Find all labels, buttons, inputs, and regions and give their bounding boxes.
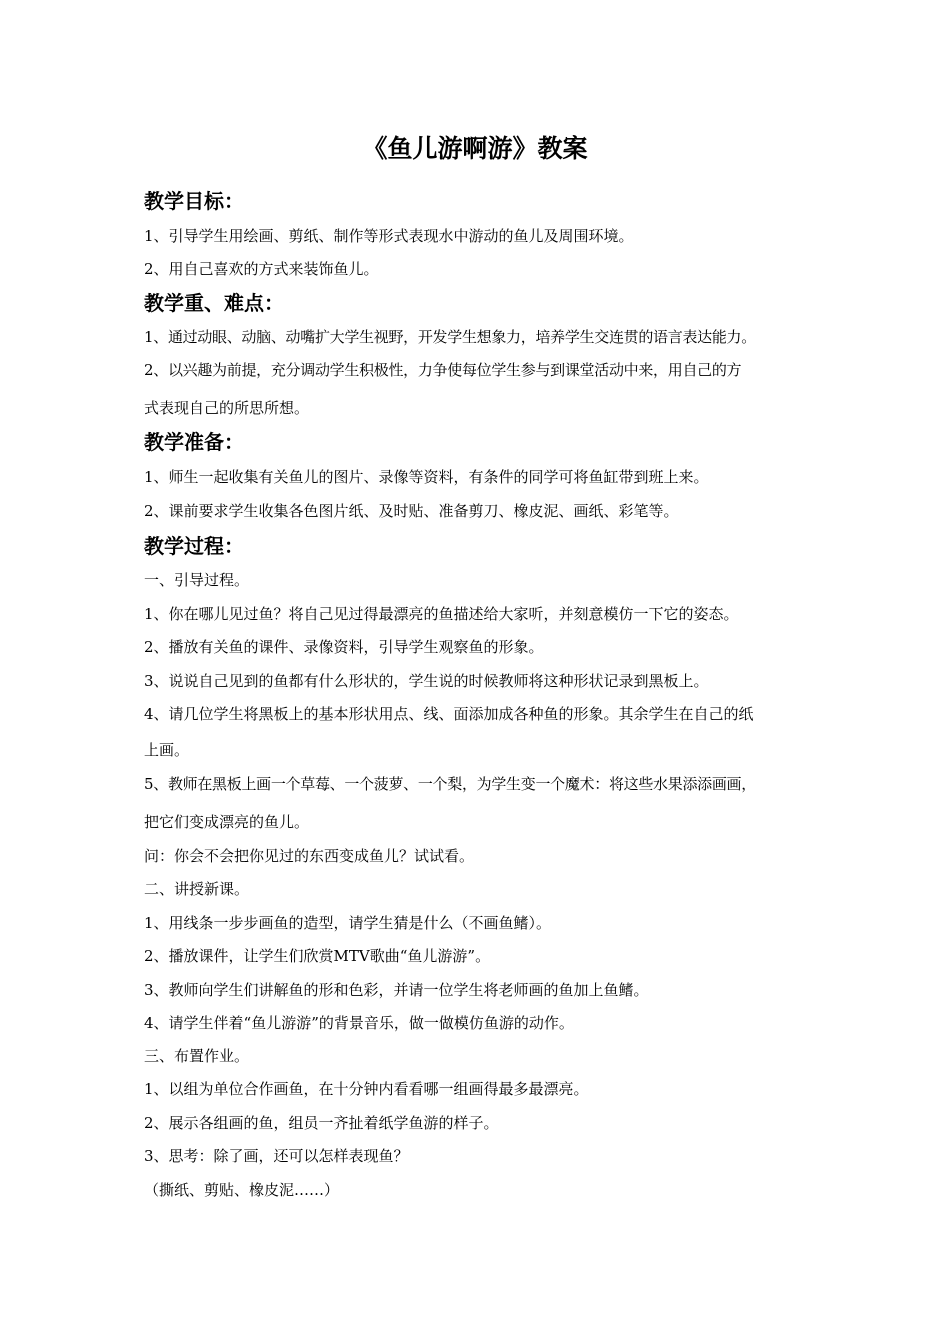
- preparation-item: 1、师生一起收集有关鱼儿的图片、录像等资料，有条件的同学可将鱼缸带到班上来。: [144, 468, 709, 486]
- process-line: 1、用线条一步步画鱼的造型，请学生猜是什么（不画鱼鳍）。: [144, 914, 552, 932]
- process-line: 3、说说自己见到的鱼都有什么形状的，学生说的时候教师将这种形状记录到黑板上。: [144, 672, 709, 690]
- process-line: 三、布置作业。: [144, 1047, 250, 1065]
- process-line: 一、引导过程。: [144, 571, 250, 589]
- process-line: 3、思考：除了画，还可以怎样表现鱼？: [144, 1147, 409, 1165]
- process-line: 上画。: [144, 741, 190, 759]
- key-points-item: 1、通过动眼、动脑、动嘴扩大学生视野，开发学生想象力，培养学生交连贯的语言表达能力。: [144, 328, 756, 346]
- process-line: 1、你在哪儿见过鱼？将自己见过得最漂亮的鱼描述给大家听，并刻意模仿一下它的姿态。: [144, 605, 739, 623]
- preparation-item: 2、课前要求学生收集各色图片纸、及时贴、准备剪刀、橡皮泥、画纸、彩笔等。: [144, 502, 679, 520]
- process-line: 二、讲授新课。: [144, 880, 250, 898]
- process-heading: 教学过程：: [144, 534, 244, 558]
- process-line: 把它们变成漂亮的鱼儿。: [144, 813, 310, 831]
- objectives-item: 2、用自己喜欢的方式来装饰鱼儿。: [144, 260, 379, 278]
- objectives-heading: 教学目标：: [144, 189, 244, 213]
- key-points-item: 2、以兴趣为前提，充分调动学生积极性，力争使每位学生参与到课堂活动中来，用自己的方: [144, 361, 742, 379]
- process-line: 问：你会不会把你见过的东西变成鱼儿？试试看。: [144, 847, 475, 865]
- process-line: 4、请学生伴着“鱼儿游游”的背景音乐，做一做模仿鱼游的动作。: [144, 1014, 574, 1032]
- process-line: 2、展示各组画的鱼，组员一齐扯着纸学鱼游的样子。: [144, 1114, 499, 1132]
- process-line: 4、请几位学生将黑板上的基本形状用点、线、面添加成各种鱼的形象。其余学生在自己的纸: [144, 705, 754, 723]
- process-line: 2、播放课件，让学生们欣赏MTV歌曲“鱼儿游游”。: [144, 947, 491, 965]
- key-points-item: 式表现自己的所思所想。: [144, 399, 310, 417]
- objectives-item: 1、引导学生用绘画、剪纸、制作等形式表现水中游动的鱼儿及周围环境。: [144, 227, 634, 245]
- document-title: 《鱼儿游啊游》教案: [362, 134, 588, 163]
- process-line: 5、教师在黑板上画一个草莓、一个菠萝、一个梨，为学生变一个魔术：将这些水果添添画画，: [144, 775, 756, 793]
- preparation-heading: 教学准备：: [144, 430, 244, 454]
- process-line: （撕纸、剪贴、橡皮泥……）: [144, 1181, 340, 1199]
- key-points-heading: 教学重、难点：: [144, 291, 284, 315]
- process-line: 3、教师向学生们讲解鱼的形和色彩，并请一位学生将老师画的鱼加上鱼鳍。: [144, 981, 649, 999]
- process-line: 2、播放有关鱼的课件、录像资料，引导学生观察鱼的形象。: [144, 638, 544, 656]
- process-line: 1、以组为单位合作画鱼，在十分钟内看看哪一组画得最多最漂亮。: [144, 1080, 589, 1098]
